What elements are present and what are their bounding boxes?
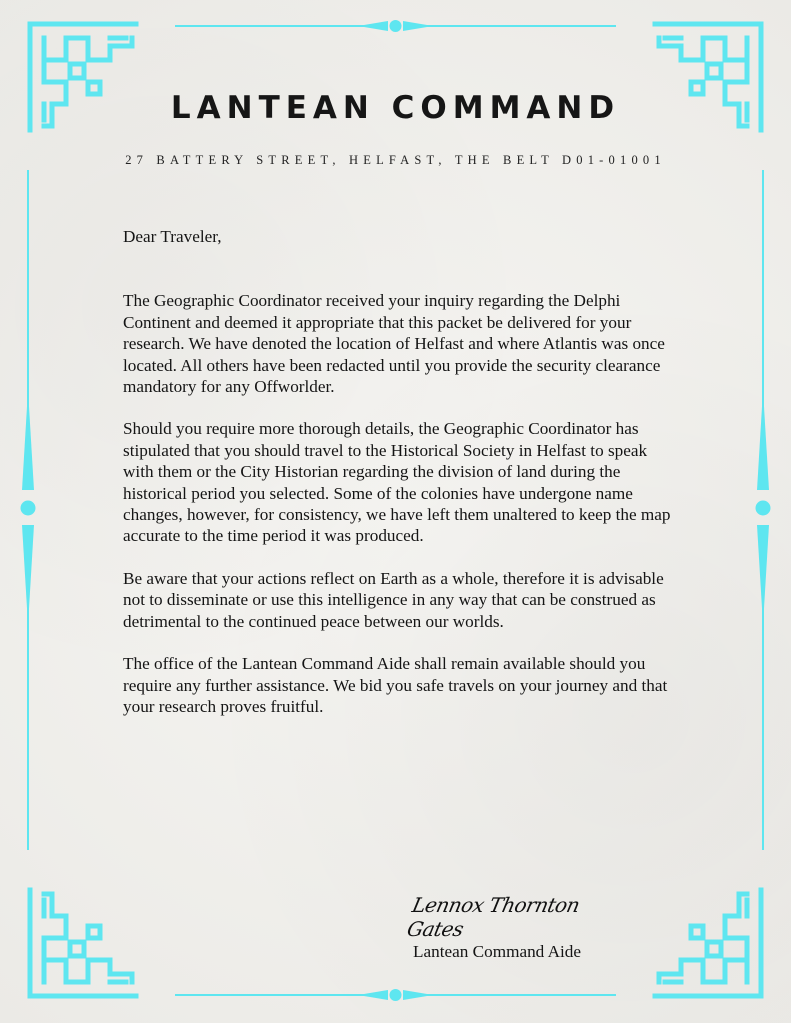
top-rule — [175, 20, 616, 32]
letter-body — [123, 226, 678, 738]
paragraph-4: The office of the Lantean Command Aide shall remain available should you require any further assistance. We bid you safe travels on your journey and that your research proves fruitful. — [123, 654, 668, 716]
signature: Lennox Thornton Gates — [404, 893, 582, 941]
right-rule — [756, 170, 771, 850]
salutation: Dear Traveler, — [123, 227, 222, 246]
paragraph-3: Be aware that your actions reflect on Earth as a whole, therefore it is advisable not to disseminate or use this intelligence in any way that can be construed as detrimental to the continued peace between our worlds. — [123, 568, 664, 631]
left-rule — [21, 170, 36, 850]
corner-ornament-bottom-left — [30, 890, 136, 996]
corner-ornament-bottom-right — [655, 890, 761, 996]
letterhead-title: LANTEAN COMMAND — [170, 90, 621, 126]
letterhead-address: 27 BATTERY STREET, HELFAST, THE BELT D01-01001 — [125, 153, 666, 167]
bottom-rule — [175, 989, 616, 1001]
paragraph-2: Should you require more thorough details, the Geographic Coordinator has stipulated that you should travel to the Historical Society in Helfast to speak with them or the City Historian regarding the division of land during the historical period you selected. Some of the colonies have undergone name changes, however, for consistency, we have left them unaltered to keep the map accurate to the time period it was produced. — [123, 419, 671, 546]
paragraph-1: The Geographic Coordinator received your inquiry regarding the Delphi Continent and deemed it appropriate that this packet be delivered for your research. We have denoted the location of Helfast and where Atlantis was once located. All others have been redacted until you provide the security clearance mandatory for any Offworlder. — [123, 291, 665, 397]
signature-title: Lantean Command Aide — [413, 942, 582, 961]
